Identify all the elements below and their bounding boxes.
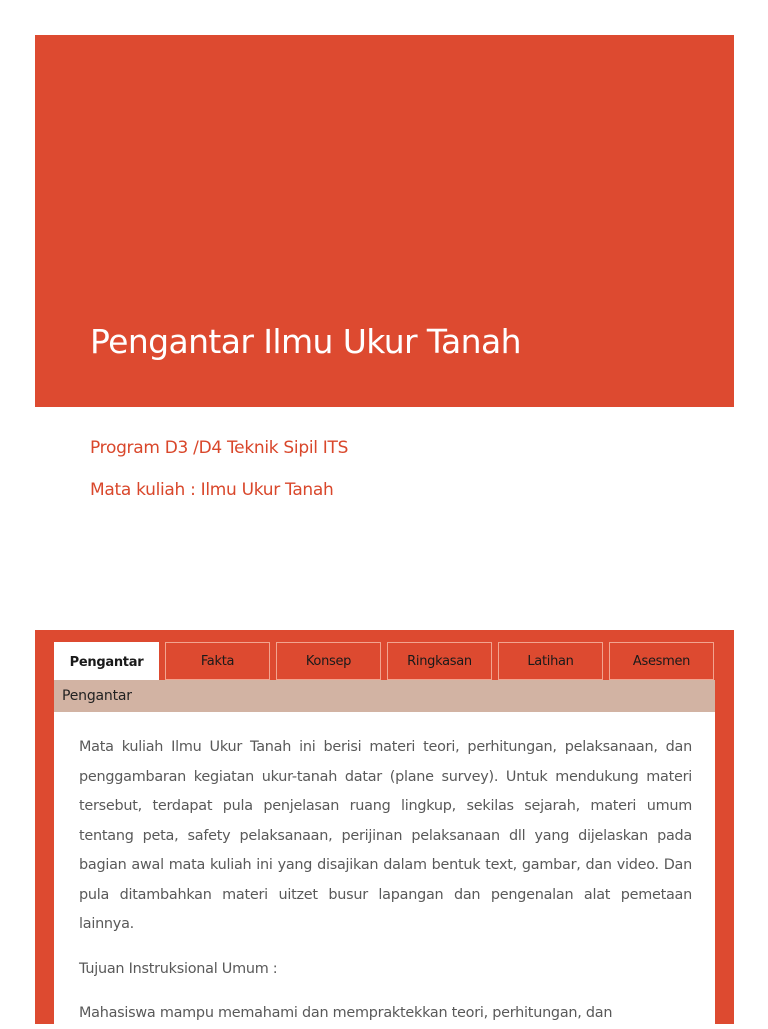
section-body bbox=[54, 712, 715, 1029]
tab-pengantar[interactable]: Pengantar bbox=[54, 642, 159, 682]
objectives-paragraph: Mahasiswa mampu memahami dan mempraktekkan teori, perhitungan, dan bbox=[79, 1005, 613, 1021]
course-subtitle: Mata kuliah : Ilmu Ukur Tanah bbox=[90, 480, 334, 500]
tab-konsep[interactable]: Konsep bbox=[276, 642, 381, 680]
intro-paragraph: Mata kuliah Ilmu Ukur Tanah ini berisi materi teori, perhitungan, pelaksanaan, dan penggambaran kegiatan ukur-tanah datar (plane survey). Untuk mendukung materi tersebut, terdapat pula penjelasan ruang lingkup, sekilas sejarah, materi umum tentang peta, safety pelaksanaan, perijinan pelaksanaan dll yang dijelaskan pada bagian awal mata kuliah ini yang disajikan dalam bentuk text, gambar, dan video. Dan pula ditambahkan materi uitzet busur lapangan dan pengenalan alat pemetaan lainnya. bbox=[79, 739, 692, 932]
tab-fakta[interactable]: Fakta bbox=[165, 642, 270, 680]
tab-asesmen[interactable]: Asesmen bbox=[609, 642, 714, 680]
tab-content bbox=[54, 680, 715, 1024]
title-banner bbox=[35, 35, 734, 407]
page-title: Pengantar Ilmu Ukur Tanah bbox=[90, 322, 521, 361]
tab-bar bbox=[54, 642, 715, 680]
section-header: Pengantar bbox=[54, 680, 715, 712]
course-panel bbox=[35, 630, 734, 1024]
tab-ringkasan[interactable]: Ringkasan bbox=[387, 642, 492, 680]
tab-latihan[interactable]: Latihan bbox=[498, 642, 603, 680]
objectives-heading: Tujuan Instruksional Umum : bbox=[79, 960, 278, 977]
program-subtitle: Program D3 /D4 Teknik Sipil ITS bbox=[90, 438, 349, 458]
